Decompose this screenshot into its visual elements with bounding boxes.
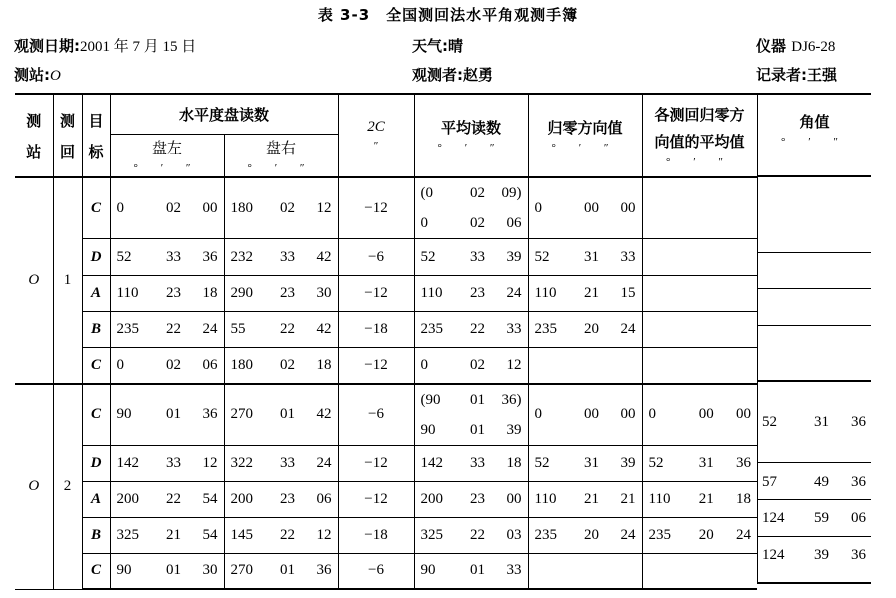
- mean-reading-cell: 200 23 00: [414, 481, 528, 517]
- face-right-cell: 270 01 42: [224, 384, 338, 446]
- header-angle-units: ° ′ ″: [781, 136, 848, 148]
- reduced-direction-cell: 52 31 39: [528, 445, 642, 481]
- header-face-right-label: 盘右: [265, 138, 296, 157]
- reduced-direction-cell: 235 20 24: [528, 312, 642, 348]
- face-left-cell: 90 01 30: [110, 553, 224, 589]
- reduced-direction-cell: 235 20 24: [528, 517, 642, 553]
- header-mean-reading-label: 平均读数: [440, 119, 501, 137]
- two-c-cell: −12: [338, 445, 414, 481]
- face-right-cell: 200 23 06: [224, 481, 338, 517]
- mean-reduced-cell: [642, 276, 757, 312]
- angle-value-aob: 124 59 06: [762, 510, 866, 526]
- header-face-left-units: ° ′ ″: [133, 161, 201, 174]
- angle-divider: [757, 380, 871, 382]
- target-cell: C: [82, 553, 110, 589]
- target-cell: B: [82, 517, 110, 553]
- mean-reading-cell: 0 02 12: [414, 348, 528, 384]
- face-left-cell: 0 02 06: [110, 348, 224, 384]
- two-c-cell: −6: [338, 553, 414, 589]
- recorder-value: 王强: [807, 66, 838, 84]
- header-angle: [757, 93, 871, 177]
- header-face-right-units: ° ′ ″: [247, 161, 315, 174]
- observation-date: [14, 35, 196, 56]
- mean-reading-cell: 52 33 39: [414, 239, 528, 276]
- observer-label: 观测者:: [412, 66, 463, 84]
- header-mean-reading-units: ° ′ ″: [437, 142, 505, 154]
- header-2c-unit: ″: [373, 140, 379, 152]
- header-round: [53, 94, 82, 177]
- mean-reading-cell: (0 02 09) 0 02 06: [414, 177, 528, 239]
- table-row: [15, 445, 757, 481]
- reduced-direction-cell: 0 00 00: [528, 384, 642, 446]
- reduced-direction-cell: 0 00 00: [528, 177, 642, 239]
- table-row: [15, 239, 757, 276]
- mean-reading-cell: 110 23 24: [414, 276, 528, 312]
- header-mean-reduced-l2: 向值的平均值: [654, 132, 745, 151]
- angle-value-cod: 52 31 36: [762, 414, 866, 430]
- header-horizontal-reading: 水平度盘读数: [110, 94, 338, 134]
- face-left-cell: 235 22 24: [110, 312, 224, 348]
- reduced-direction-cell: 110 21 15: [528, 276, 642, 312]
- header-face-left-label: 盘左: [151, 138, 182, 157]
- face-right-cell: 180 02 12: [224, 177, 338, 239]
- angle-divider: [757, 252, 871, 253]
- header-angle-label: 角值: [799, 113, 830, 131]
- weather-label: 天气:: [412, 37, 448, 55]
- face-right-cell: 145 22 12: [224, 517, 338, 553]
- mean-reduced-cell: [642, 348, 757, 384]
- header-target-l1: 目: [88, 111, 104, 130]
- table-row: [15, 177, 757, 239]
- instrument-value: DJ6-28: [791, 39, 836, 55]
- round-cell: 1: [53, 177, 82, 384]
- header-mean-reduced-l1: 各测回归零方: [654, 105, 745, 124]
- table-row: [15, 481, 757, 517]
- mean-reduced-cell: 0 00 00: [642, 384, 757, 446]
- target-cell: B: [82, 312, 110, 348]
- recorder-label: 记录者:: [756, 66, 807, 84]
- reduced-direction-cell: 52 31 33: [528, 239, 642, 276]
- table-row: [15, 553, 757, 589]
- recorder: [756, 64, 837, 85]
- face-right-cell: 270 01 36: [224, 553, 338, 589]
- angle-divider: [757, 536, 871, 537]
- two-c-cell: −6: [338, 239, 414, 276]
- header-reduced-direction-label: 归零方向值: [547, 119, 623, 137]
- instrument-label: 仪器: [756, 37, 787, 55]
- face-right-cell: 180 02 18: [224, 348, 338, 384]
- round-cell: 2: [53, 384, 82, 590]
- two-c-cell: −12: [338, 177, 414, 239]
- angle-divider: [757, 288, 871, 289]
- header-station-l1: 测: [26, 111, 42, 130]
- two-c-cell: −12: [338, 276, 414, 312]
- target-cell: D: [82, 445, 110, 481]
- mean-reading-cell: 90 01 33: [414, 553, 528, 589]
- mean-reading-cell: 142 33 18: [414, 445, 528, 481]
- face-left-cell: 0 02 00: [110, 177, 224, 239]
- reduced-direction-cell: [528, 348, 642, 384]
- header-reduced-direction-units: ° ′ ″: [551, 142, 619, 154]
- observer-value: 赵勇: [463, 66, 494, 84]
- mean-reduced-cell: 52 31 36: [642, 445, 757, 481]
- target-cell: A: [82, 276, 110, 312]
- angle-value-doa: 57 49 36: [762, 474, 866, 490]
- face-left-cell: 325 21 54: [110, 517, 224, 553]
- table-title: 表 3-3 全国测回法水平角观测手簿: [317, 6, 579, 24]
- header-round-l2: 回: [59, 142, 75, 161]
- header-mean-reading: [414, 94, 528, 177]
- two-c-cell: −12: [338, 481, 414, 517]
- face-left-cell: 200 22 54: [110, 481, 224, 517]
- face-left-cell: 90 01 36: [110, 384, 224, 446]
- header-station-l2: 站: [26, 142, 42, 161]
- header-target: [82, 94, 110, 177]
- mean-reduced-cell: 110 21 18: [642, 481, 757, 517]
- header-2c-label: 2C: [367, 119, 385, 135]
- header-2c: [338, 94, 414, 177]
- mean-reduced-cell: [642, 177, 757, 239]
- mean-reading-cell: (90 01 36) 90 01 39: [414, 384, 528, 446]
- observation-table: [15, 93, 758, 590]
- mean-reduced-cell: [642, 312, 757, 348]
- angle-divider: [757, 499, 871, 500]
- target-cell: C: [82, 348, 110, 384]
- header-face-right: [224, 134, 338, 177]
- mean-reduced-cell: 235 20 24: [642, 517, 757, 553]
- station-label: 测站:: [14, 66, 50, 84]
- mean-reading-cell: 325 22 03: [414, 517, 528, 553]
- header-station: [15, 94, 53, 177]
- header-target-l2: 标: [88, 142, 104, 161]
- mean-reduced-cell: [642, 553, 757, 589]
- reduced-direction-cell: 110 21 21: [528, 481, 642, 517]
- face-right-cell: 232 33 42: [224, 239, 338, 276]
- station-info: [14, 64, 61, 85]
- face-right-cell: 290 23 30: [224, 276, 338, 312]
- face-left-cell: 52 33 36: [110, 239, 224, 276]
- face-left-cell: 142 33 12: [110, 445, 224, 481]
- reduced-direction-cell: [528, 553, 642, 589]
- table-row: [15, 384, 757, 446]
- header-face-left: [110, 134, 224, 177]
- header-mean-reduced: [642, 94, 757, 177]
- mean-reduced-cell: [642, 239, 757, 276]
- face-right-cell: 322 33 24: [224, 445, 338, 481]
- station-cell: O: [15, 384, 53, 590]
- mean-reading-cell: 235 22 33: [414, 312, 528, 348]
- observer: [412, 64, 493, 85]
- angle-divider: [757, 325, 871, 326]
- target-cell: C: [82, 384, 110, 446]
- table-row: [15, 312, 757, 348]
- station-cell: O: [15, 177, 53, 384]
- header-mean-reduced-units: ° ′ ″: [666, 155, 733, 168]
- target-cell: A: [82, 481, 110, 517]
- date-label: 观测日期:: [14, 37, 80, 55]
- angle-bottom-border: [757, 582, 871, 584]
- header-round-l1: 测: [59, 111, 75, 130]
- header-reduced-direction: [528, 94, 642, 177]
- weather-value: 晴: [448, 37, 464, 55]
- two-c-cell: −18: [338, 517, 414, 553]
- angle-divider: [757, 462, 871, 463]
- two-c-cell: −18: [338, 312, 414, 348]
- angle-value-boc: 124 39 36: [762, 547, 866, 563]
- table-row: [15, 517, 757, 553]
- table-row: [15, 348, 757, 384]
- date-value: 2001 年 7 月 15 日: [80, 39, 197, 55]
- face-left-cell: 110 23 18: [110, 276, 224, 312]
- target-cell: C: [82, 177, 110, 239]
- target-cell: D: [82, 239, 110, 276]
- instrument: [756, 35, 835, 56]
- two-c-cell: −12: [338, 348, 414, 384]
- weather: [412, 35, 463, 56]
- face-right-cell: 55 22 42: [224, 312, 338, 348]
- table-row: [15, 276, 757, 312]
- station-value: O: [50, 68, 61, 84]
- two-c-cell: −6: [338, 384, 414, 446]
